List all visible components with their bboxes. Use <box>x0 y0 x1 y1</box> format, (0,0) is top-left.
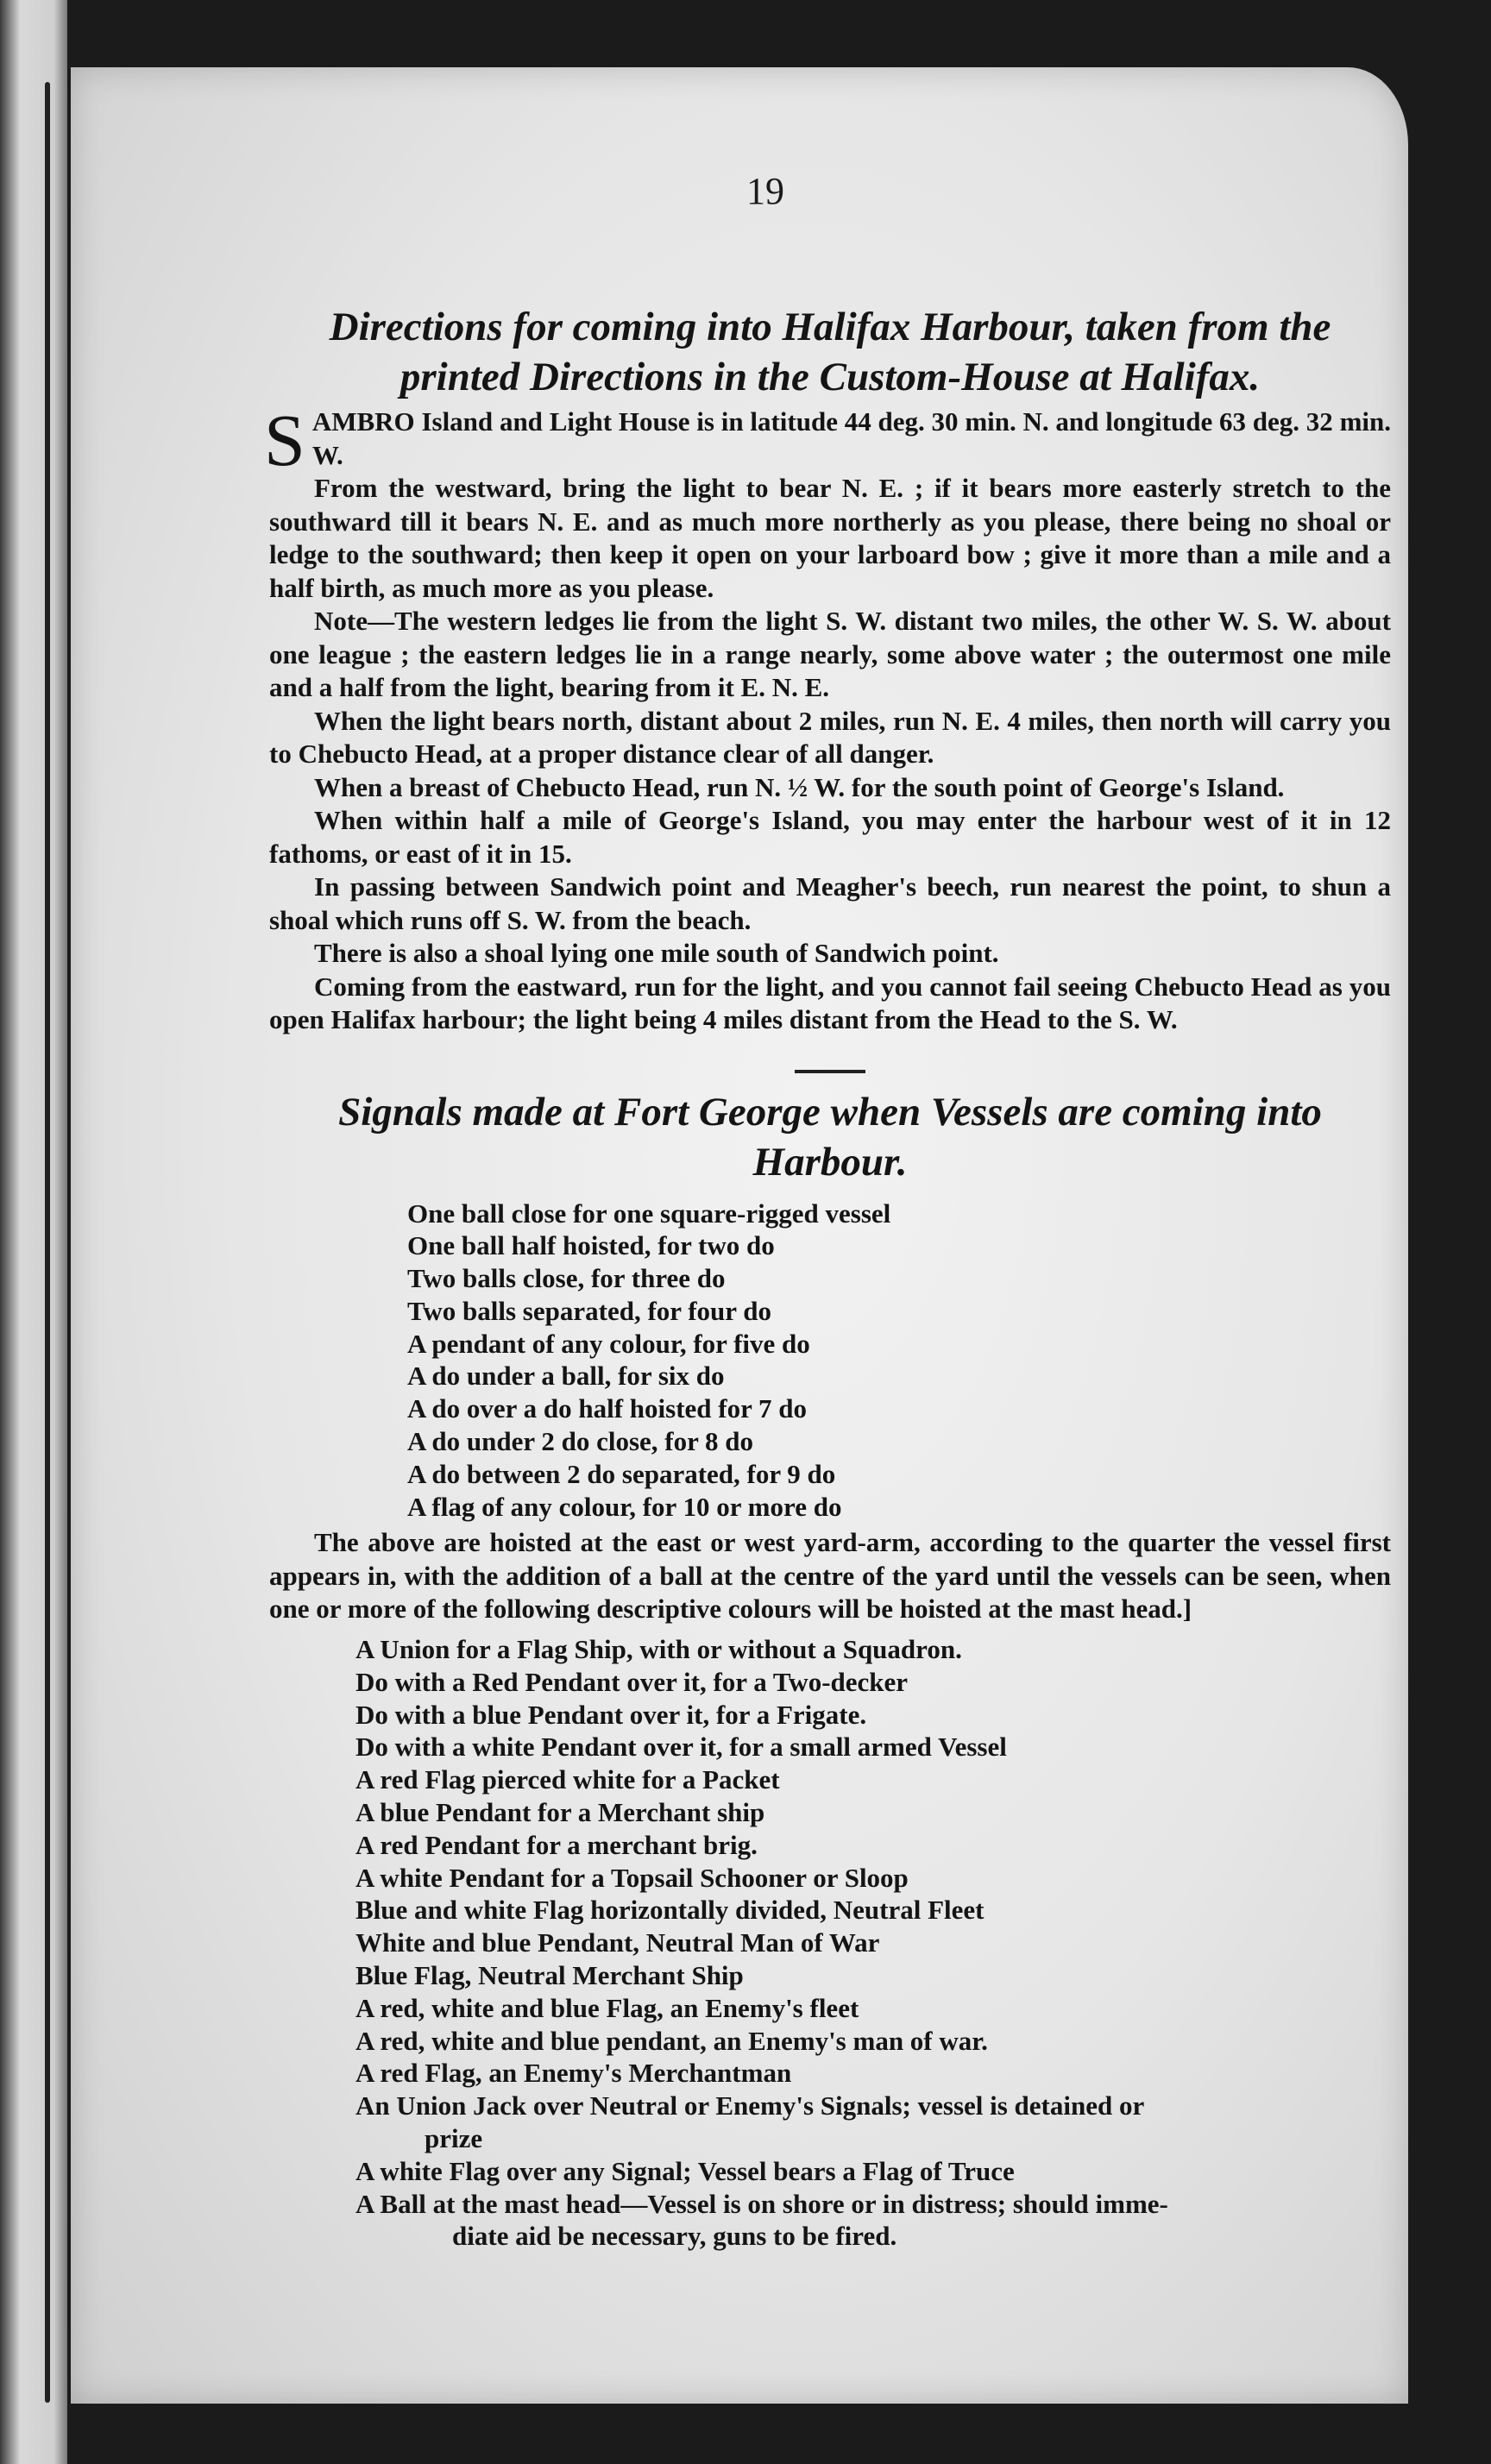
signal-item: A pendant of any colour, for five do <box>407 1328 810 1359</box>
colour-item: A white Flag over any Signal; Vessel bears a Flag of Truce <box>355 2155 1015 2186</box>
previous-page-edge <box>0 0 67 2464</box>
colour-item: Blue Flag, Neutral Merchant Ship <box>355 1959 744 1990</box>
binding-gutter <box>45 82 50 2403</box>
directions-paragraph: Note—The western ledges lie from the light S. W. distant two miles, the other W. S. W. about one league ; the eastern ledges lie in a range nearly, some above water ; the outermost one mile and a half from the light, bearing from it E. N. E. <box>269 606 1391 702</box>
colour-item: A red, white and blue pendant, an Enemy's man of war. <box>355 2025 988 2056</box>
signals-title: Signals made at Fort George when Vessels are coming into Harbour. <box>338 1089 1322 1185</box>
colour-item: Blue and white Flag horizontally divided, Neutral Fleet <box>355 1895 985 1926</box>
colour-item: Do with a white Pendant over it, for a small armed Vessel <box>355 1732 1007 1763</box>
directions-paragraph: In passing between Sandwich point and Meagher's beech, run nearest the point, to shun a shoal which runs off S. W. from the beach. <box>269 871 1391 935</box>
page-number: 19 <box>746 170 784 212</box>
signal-item: Two balls separated, for four do <box>407 1295 771 1326</box>
signal-item: Two balls close, for three do <box>407 1263 726 1294</box>
colour-item: An Union Jack over Neutral or Enemy's Signals; vessel is detained or <box>355 2090 1145 2121</box>
section-divider <box>795 1070 865 1073</box>
signal-item: One ball close for one square-rigged vessel <box>407 1197 891 1229</box>
signal-item: A do under a ball, for six do <box>407 1361 725 1392</box>
colour-item-continuation: diate aid be necessary, guns to be fired. <box>452 2221 897 2252</box>
signal-item: A do between 2 do separated, for 9 do <box>407 1458 836 1489</box>
directions-paragraph: When the light bears north, distant about 2 miles, run N. E. 4 miles, then north will carry you to Chebucto Head, at a proper distance clear of all danger. <box>269 705 1391 769</box>
colour-item: A white Pendant for a Topsail Schooner or Sloop <box>355 1862 909 1893</box>
colour-item: A red Flag, an Enemy's Merchantman <box>355 2058 792 2089</box>
signals-note: The above are hoisted at the east or west yard-arm, according to the quarter the vessel first appears in, with the addition of a ball at the centre of the yard until the vessels can be seen, when one or more of the following descriptive colours will be hoisted at the mast head.] <box>269 1527 1391 1625</box>
signals-list <box>407 1197 1391 1524</box>
signal-item: A flag of any colour, for 10 or more do <box>407 1491 842 1522</box>
colours-list <box>355 1633 1391 2253</box>
signal-item: A do under 2 do close, for 8 do <box>407 1426 754 1457</box>
directions-paragraph: From the westward, bring the light to bear N. E. ; if it bears more easterly stretch to the southward till it bears N. E. and as much more northerly as you please, there being no shoal or ledge to the southward; then keep it open on your larboard bow ; give it more than a mile and a half birth, as much more as you please. <box>269 473 1391 603</box>
drop-cap: S <box>264 399 305 481</box>
colour-item: A red, white and blue Flag, an Enemy's fleet <box>355 1992 859 2023</box>
colour-item: A Union for a Flag Ship, with or without a Squadron. <box>355 1633 962 1664</box>
directions-paragraph: There is also a shoal lying one mile south of Sandwich point. <box>314 938 999 968</box>
directions-paragraph: When a breast of Chebucto Head, run N. ½ W. for the south point of George's Island. <box>314 771 1285 802</box>
signal-item: A do over a do half hoisted for 7 do <box>407 1393 808 1424</box>
signal-item: One ball half hoisted, for two do <box>407 1230 775 1261</box>
colour-item-continuation: prize <box>425 2122 483 2153</box>
colour-item: Do with a blue Pendant over it, for a Frigate. <box>355 1699 867 1730</box>
colour-item: Do with a Red Pendant over it, for a Two-decker <box>355 1666 909 1697</box>
directions-paragraph: Coming from the eastward, run for the light, and you cannot fail seeing Chebucto Head as you open Halifax harbour; the light being 4 miles distant from the Head to the S. W. <box>269 971 1391 1034</box>
colour-item: A blue Pendant for a Merchant ship <box>355 1796 765 1827</box>
directions-title: Directions for coming into Halifax Harbour, taken from the printed Directions in the Custom-House at Halifax. <box>329 305 1331 399</box>
book-page <box>71 67 1408 2404</box>
colour-item: White and blue Pendant, Neutral Man of War <box>355 1927 880 1958</box>
page-content <box>264 302 1391 2253</box>
colour-item: A Ball at the mast head—Vessel is on shore or in distress; should imme- <box>355 2188 1168 2219</box>
directions-paragraph: When within half a mile of George's Island, you may enter the harbour west of it in 12 fathoms, or east of it in 15. <box>269 805 1391 869</box>
directions-paragraph: SAMBRO Island and Light House is in latitude 44 deg. 30 min. N. and longitude 63 deg. 32 min. W. <box>264 399 1391 481</box>
colour-item: A red Flag pierced white for a Packet <box>355 1764 780 1795</box>
colour-item: A red Pendant for a merchant brig. <box>355 1829 758 1860</box>
